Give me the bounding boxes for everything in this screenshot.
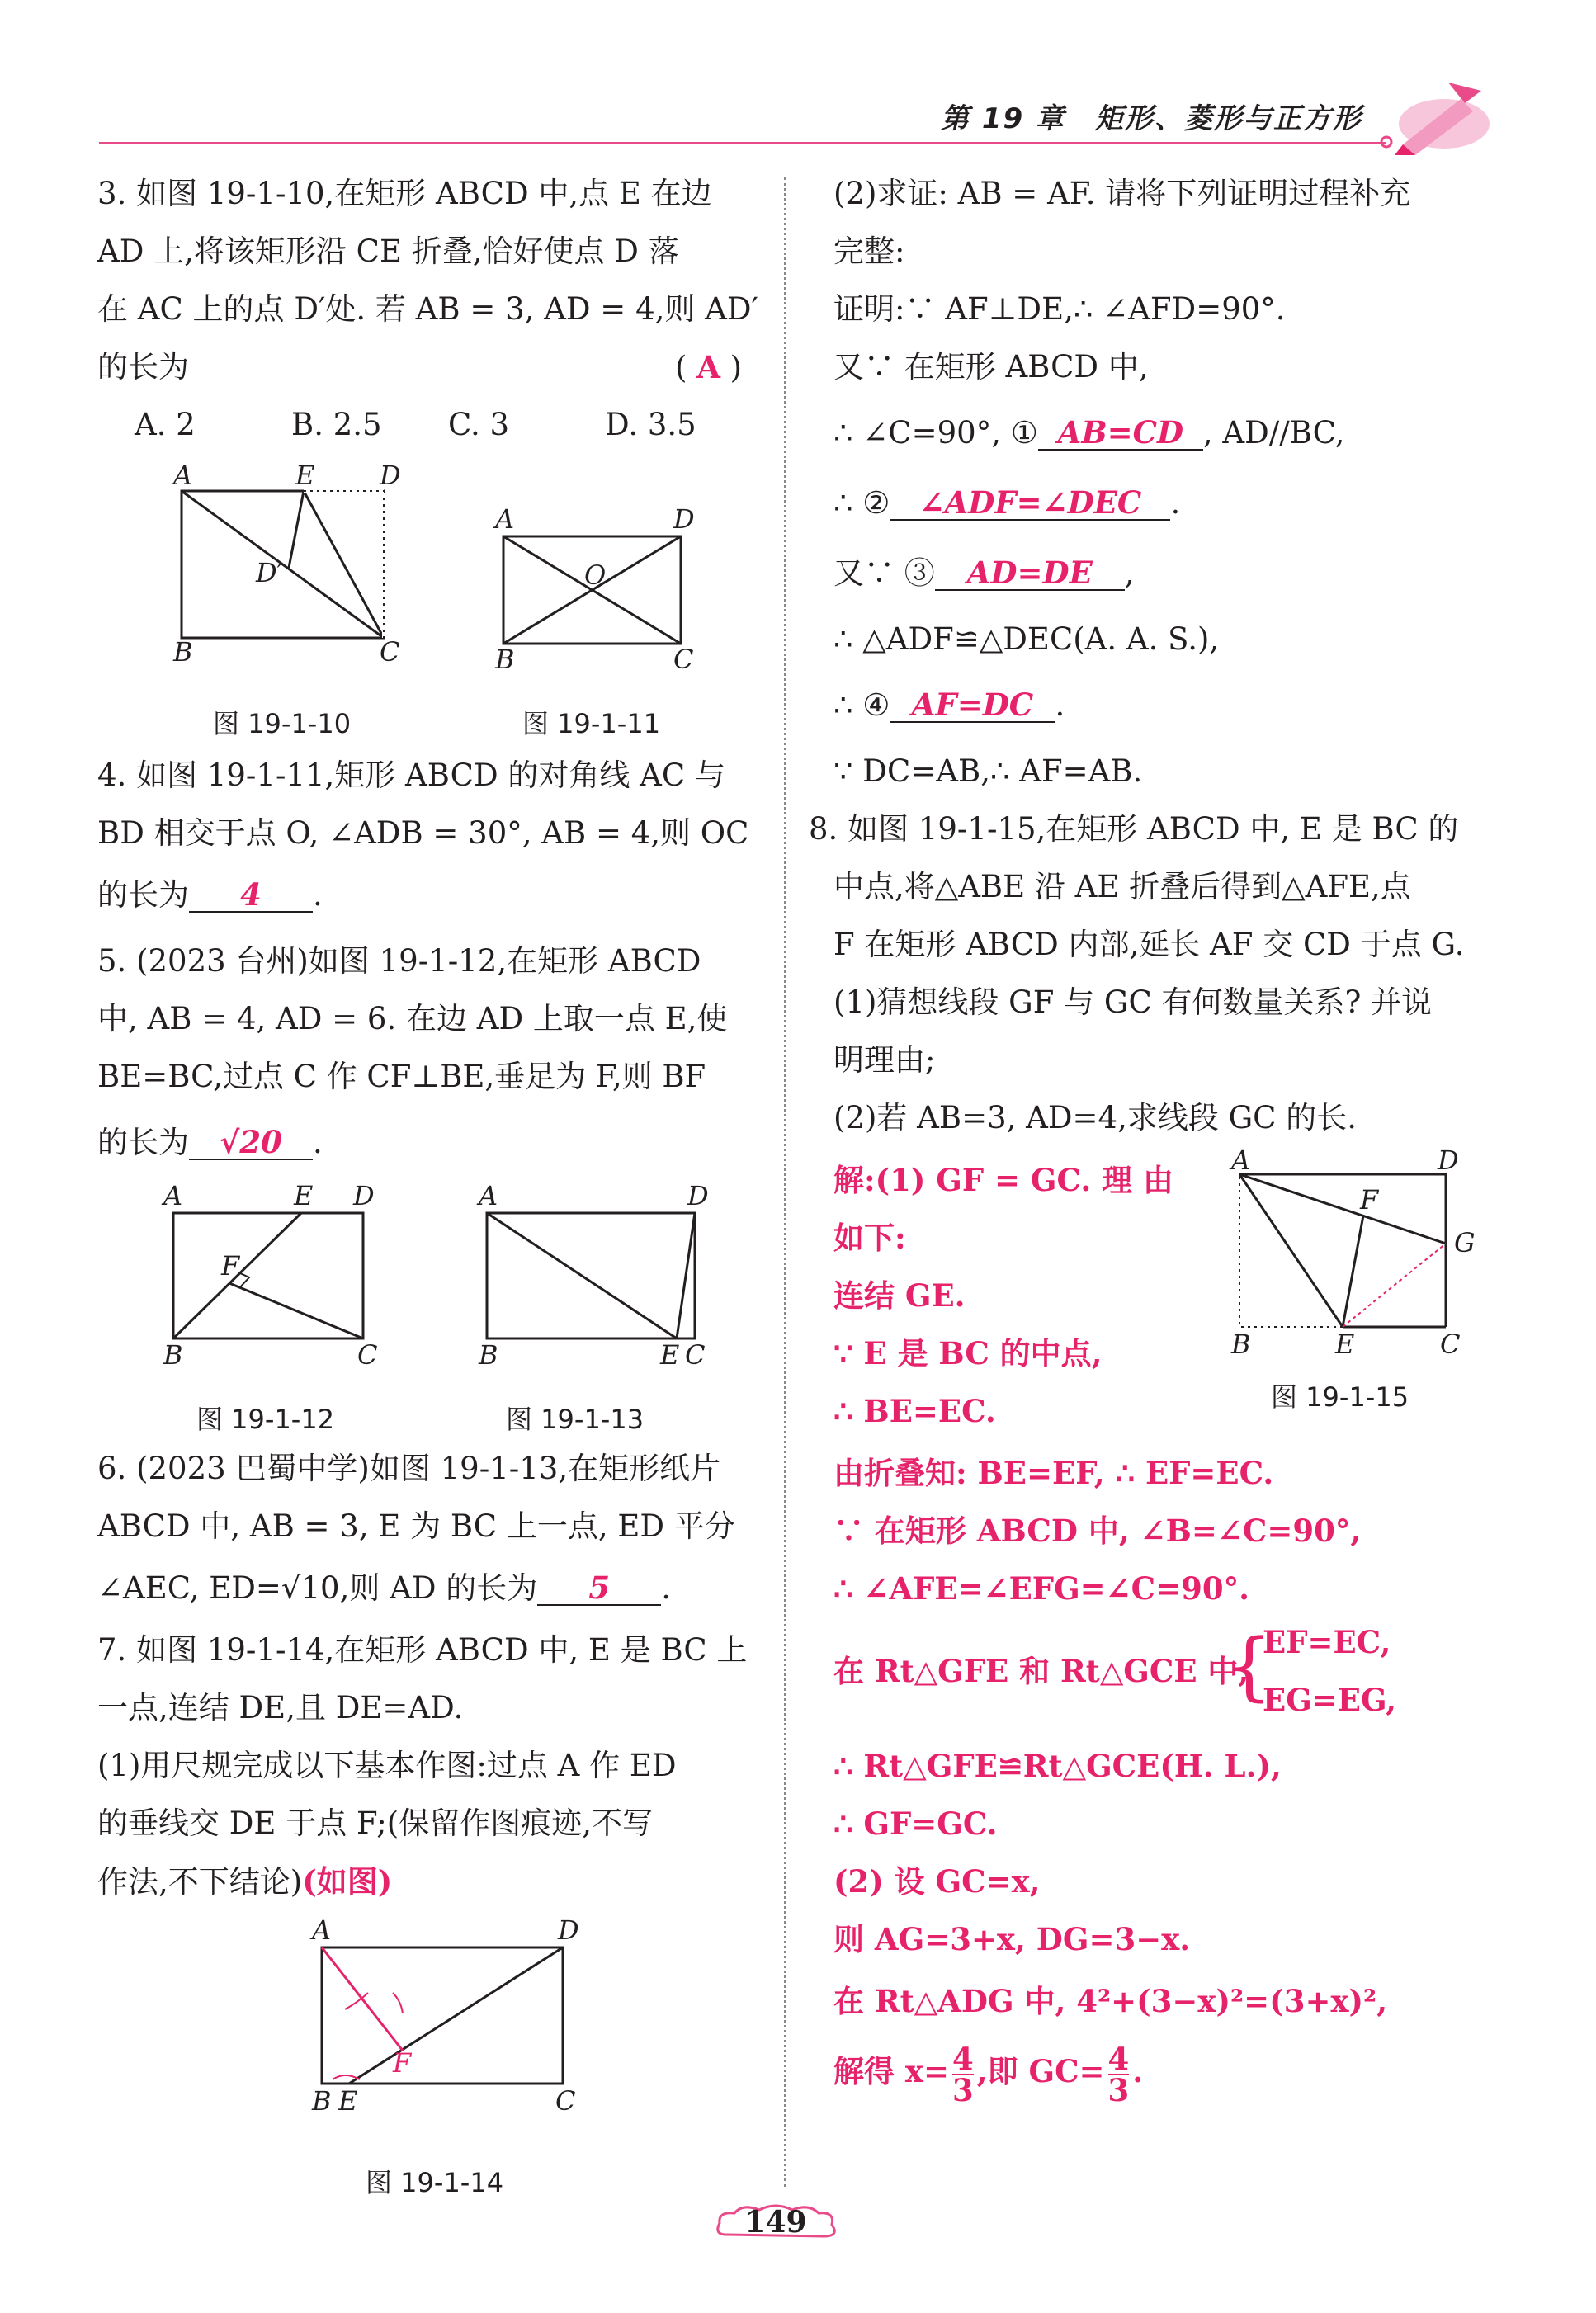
q4-line1: 4. 如图 19-1-11,矩形 ABCD 的对角线 AC 与 [97, 758, 725, 793]
fig13-segment-ae [487, 1213, 677, 1338]
fig12-right-angle-mark [239, 1273, 249, 1288]
q3-answer-letter: A [696, 349, 720, 385]
fig12-label-c: C [357, 1339, 378, 1371]
fig12-rect [173, 1213, 363, 1338]
q7b-l5-prefix: ∴ ∠C=90°, ① [833, 415, 1038, 451]
fig13-caption: 图 19-1-13 [506, 1404, 645, 1435]
q5-line1: 5. (2023 台州)如图 19-1-12,在矩形 ABCD [97, 943, 701, 979]
fig15-rect-dotted [1239, 1174, 1446, 1327]
q4-suffix: . [313, 877, 323, 913]
fig12-label-a: A [163, 1180, 183, 1211]
fig15-label-f: F [1360, 1184, 1379, 1216]
fig15-segment-ae [1239, 1174, 1343, 1327]
header-rule [99, 142, 1386, 144]
fig12-label-f: F [221, 1250, 240, 1282]
q5-line2: 中, AB = 4, AD = 6. 在边 AD 上取一点 E,使 [97, 1001, 728, 1036]
fig10-caption: 图 19-1-10 [213, 708, 352, 739]
fig15-label-g: G [1454, 1227, 1476, 1258]
fig14-label-e: E [338, 2085, 358, 2117]
q6-line3 [97, 1560, 671, 1617]
q8-line2: 中点,将△ABE 沿 AE 折叠后得到△AFE,点 [833, 869, 1411, 904]
sol-line4: ∵ E 是 BC 的中点, [833, 1335, 1103, 1371]
sol-line15 [833, 2040, 1144, 2108]
chapter-title: 第 19 章 矩形、菱形与正方形 [941, 102, 1362, 135]
sol-brace: { [1225, 1623, 1273, 1710]
q4-answer-blank: 4 [189, 878, 313, 913]
q7b-line2: 完整: [833, 234, 905, 269]
sol-line2: 如下: [833, 1220, 906, 1256]
q3-option-a: A. 2 [135, 407, 196, 442]
q7b-line5 [833, 404, 1344, 462]
fig11-label-c: C [673, 644, 694, 675]
q8-line3: F 在矩形 ABCD 内部,延长 AF 交 CD 于点 G. [833, 927, 1465, 962]
sol-fraction-1 [951, 2040, 974, 2108]
fig12-label-b: B [163, 1339, 183, 1371]
q7b-line6 [833, 474, 1180, 532]
q7b-line9 [833, 677, 1065, 734]
fig10-label-dprime: D′ [256, 557, 283, 588]
q7b-l9-suffix: . [1055, 687, 1065, 723]
q4-line2: BD 相交于点 O, ∠ADB = 30°, AB = 4,则 OC [97, 815, 749, 851]
q5-line4 [97, 1114, 323, 1172]
sol-line9-text: 在 Rt△GFE 和 Rt△GCE 中, [833, 1653, 1249, 1689]
figure-19-1-13 [469, 1176, 716, 1371]
q7-line4: 的垂线交 DE 于点 F;(保留作图痕迹,不写 [97, 1806, 653, 1841]
fig10-dotted-edge [163, 458, 411, 656]
q6-answer-blank: 5 [537, 1571, 661, 1606]
q7-line5 [97, 1853, 392, 1911]
q3-option-b: B. 2.5 [291, 407, 382, 442]
sol-fraction-1-num: 4 [951, 2040, 974, 2077]
fig12-caption: 图 19-1-12 [196, 1404, 335, 1435]
q7b-blank-4: AF=DC [890, 688, 1055, 723]
q7b-line1: (2)求证: AB = AF. 请将下列证明过程补充 [833, 176, 1411, 211]
fig15-label-d: D [1438, 1145, 1459, 1176]
column-divider [784, 177, 786, 2187]
fig13-rect [487, 1213, 695, 1338]
fig15-caption: 图 19-1-15 [1271, 1381, 1409, 1413]
sol-line9a: EF=EC, [1263, 1624, 1391, 1660]
fig11-caption: 图 19-1-11 [522, 708, 661, 739]
sol-l15-middle: ,即 GC= [976, 2053, 1105, 2089]
sol-l15-suffix: . [1132, 2053, 1144, 2089]
q3-option-c: C. 3 [448, 407, 510, 442]
q7-line5-text: 作法,不下结论) [97, 1864, 303, 1900]
pencil-decoration-icon [1370, 66, 1494, 157]
fig15-segment-fe [1343, 1216, 1363, 1327]
fig13-label-b: B [479, 1339, 498, 1371]
q7b-l5-suffix: , AD//BC, [1202, 415, 1345, 451]
q8-line5: 明理由; [833, 1042, 936, 1078]
fig13-label-c: C [685, 1339, 706, 1371]
sol-line7: ∵ 在矩形 ABCD 中, ∠B=∠C=90°, [833, 1513, 1362, 1549]
fig14-label-f: F [393, 2047, 412, 2079]
figure-19-1-15 [1221, 1145, 1485, 1366]
q3-line1: 3. 如图 19-1-10,在矩形 ABCD 中,点 E 在边 [97, 176, 712, 211]
fig13-label-a: A [479, 1180, 498, 1211]
q7b-blank-3: AD=DE [935, 556, 1125, 591]
q7-line3: (1)用尺规完成以下基本作图:过点 A 作 ED [97, 1748, 677, 1783]
fig15-segment-ag [1239, 1174, 1446, 1244]
q7b-l6-prefix: ∴ ② [833, 485, 890, 521]
q5-prefix: 的长为 [97, 1125, 189, 1160]
fig15-label-e: E [1335, 1329, 1355, 1360]
fig10-label-c: C [380, 636, 400, 668]
sol-line3: 连结 GE. [833, 1277, 966, 1314]
q4-line3 [97, 866, 323, 924]
sol-line11: ∴ GF=GC. [833, 1806, 998, 1842]
q7b-line3: 证明:∵ AF⊥DE,∴ ∠AFD=90°. [833, 291, 1286, 327]
sol-line9 [833, 1642, 1249, 1700]
q7b-l7-suffix: , [1124, 555, 1135, 591]
sol-fraction-2 [1107, 2040, 1130, 2108]
page-number-text: 149 [744, 2205, 807, 2240]
fig13-label-e: E [660, 1339, 680, 1371]
fig15-segment-ge [1343, 1244, 1446, 1327]
fig14-label-c: C [555, 2085, 576, 2117]
fig14-caption: 图 19-1-14 [366, 2167, 504, 2198]
fig13-segment-de [677, 1213, 695, 1338]
q3-line4: 的长为 [97, 349, 189, 385]
fig15-label-c: C [1440, 1329, 1461, 1360]
q5-line3: BE=BC,过点 C 作 CF⊥BE,垂足为 F,则 BF [97, 1059, 706, 1094]
fig10-label-d: D [380, 460, 401, 491]
q6-prefix: ∠AEC, ED=√10,则 AD 的长为 [97, 1570, 538, 1606]
figure-19-1-14 [304, 1910, 584, 2125]
q7b-l9-prefix: ∴ ④ [833, 687, 890, 723]
sol-line5: ∴ BE=EC. [833, 1393, 996, 1429]
sol-fraction-1-den: 3 [951, 2071, 974, 2108]
fig11-label-a: A [495, 503, 515, 535]
q7b-l6-suffix: . [1170, 485, 1181, 521]
fig14-label-a: A [312, 1914, 332, 1946]
sol-line8: ∴ ∠AFE=∠EFG=∠C=90°. [833, 1570, 1249, 1607]
sol-line14: 在 Rt△ADG 中, 4²+(3−x)²=(3+x)², [833, 1983, 1388, 2019]
fig12-segment-fc [229, 1283, 363, 1338]
fig10-label-b: B [173, 636, 193, 668]
q7-line5-note: (如图) [302, 1863, 393, 1900]
fig10-label-e: E [295, 460, 315, 491]
q3-line3: 在 AC 上的点 D′处. 若 AB = 3, AD = 4,则 AD′ [97, 291, 758, 327]
q7-line1: 7. 如图 19-1-14,在矩形 ABCD 中, E 是 BC 上 [97, 1632, 748, 1668]
q8-line4: (1)猜想线段 GF 与 GC 有何数量关系? 并说 [833, 984, 1433, 1020]
fig10-label-a: A [173, 460, 193, 491]
sol-line1: 解:(1) GF = GC. 理 由 [833, 1162, 1173, 1198]
q6-suffix: . [661, 1570, 672, 1606]
q7b-line7 [833, 545, 1135, 602]
q7b-line10: ∵ DC=AB,∴ AF=AB. [833, 753, 1143, 789]
page-number [710, 2202, 842, 2248]
q7b-blank-2: ∠ADF=∠DEC [890, 486, 1170, 521]
fig12-label-e: E [294, 1180, 314, 1211]
sol-line9b: EG=EG, [1263, 1682, 1397, 1718]
q7b-l7-prefix: 又∵ ③ [833, 555, 935, 591]
fig14-label-d: D [558, 1914, 579, 1946]
q8-line1: 8. 如图 19-1-15,在矩形 ABCD 中, E 是 BC 的 [809, 811, 1459, 847]
q3-line2: AD 上,将该矩形沿 CE 折叠,恰好使点 D 落 [97, 234, 679, 269]
fig15-label-b: B [1231, 1329, 1251, 1360]
q8-line6: (2)若 AB=3, AD=4,求线段 GC 的长. [833, 1100, 1357, 1135]
sol-fraction-2-num: 4 [1107, 2040, 1130, 2077]
fig11-label-d: D [673, 503, 695, 535]
fig15-label-a: A [1231, 1145, 1251, 1176]
fig13-label-d: D [687, 1180, 709, 1211]
page-header [0, 0, 1596, 165]
fig14-label-b: B [312, 2085, 332, 2117]
fig14-perpendicular-af [322, 1947, 403, 2051]
sol-line6: 由折叠知: BE=EF, ∴ EF=EC. [833, 1455, 1274, 1491]
fig11-label-b: B [495, 644, 515, 675]
sol-l15-prefix: 解得 x= [833, 2053, 949, 2089]
q3-answer: ( A ) [675, 349, 743, 385]
fig14-arc-2 [393, 1993, 403, 2013]
fig12-label-d: D [353, 1180, 375, 1211]
figure-19-1-11 [485, 495, 695, 675]
sol-line12: (2) 设 GC=x, [833, 1863, 1041, 1900]
q6-line1: 6. (2023 巴蜀中学)如图 19-1-13,在矩形纸片 [97, 1451, 721, 1486]
q5-suffix: . [313, 1125, 323, 1160]
fig14-rect [322, 1947, 563, 2084]
q7b-line4: 又∵ 在矩形 ABCD 中, [833, 349, 1149, 385]
q7b-blank-1: AB=CD [1038, 416, 1203, 451]
figure-19-1-12 [155, 1176, 403, 1371]
q4-prefix: 的长为 [97, 877, 189, 913]
fig14-segment-de [349, 1947, 563, 2084]
q6-line2: ABCD 中, AB = 3, E 为 BC 上一点, ED 平分 [97, 1508, 735, 1544]
q7-line2: 一点,连结 DE,且 DE=AD. [97, 1690, 464, 1725]
q7b-line8: ∴ △ADF≌△DEC(A. A. S.), [833, 621, 1220, 657]
q5-answer-blank: √20 [189, 1126, 313, 1160]
sol-line10: ∴ Rt△GFE≌Rt△GCE(H. L.), [833, 1748, 1282, 1784]
sol-fraction-2-den: 3 [1107, 2071, 1130, 2108]
q3-option-d: D. 3.5 [605, 407, 696, 442]
fig11-label-o: O [584, 559, 607, 591]
sol-line13: 则 AG=3+x, DG=3−x. [833, 1921, 1191, 1957]
